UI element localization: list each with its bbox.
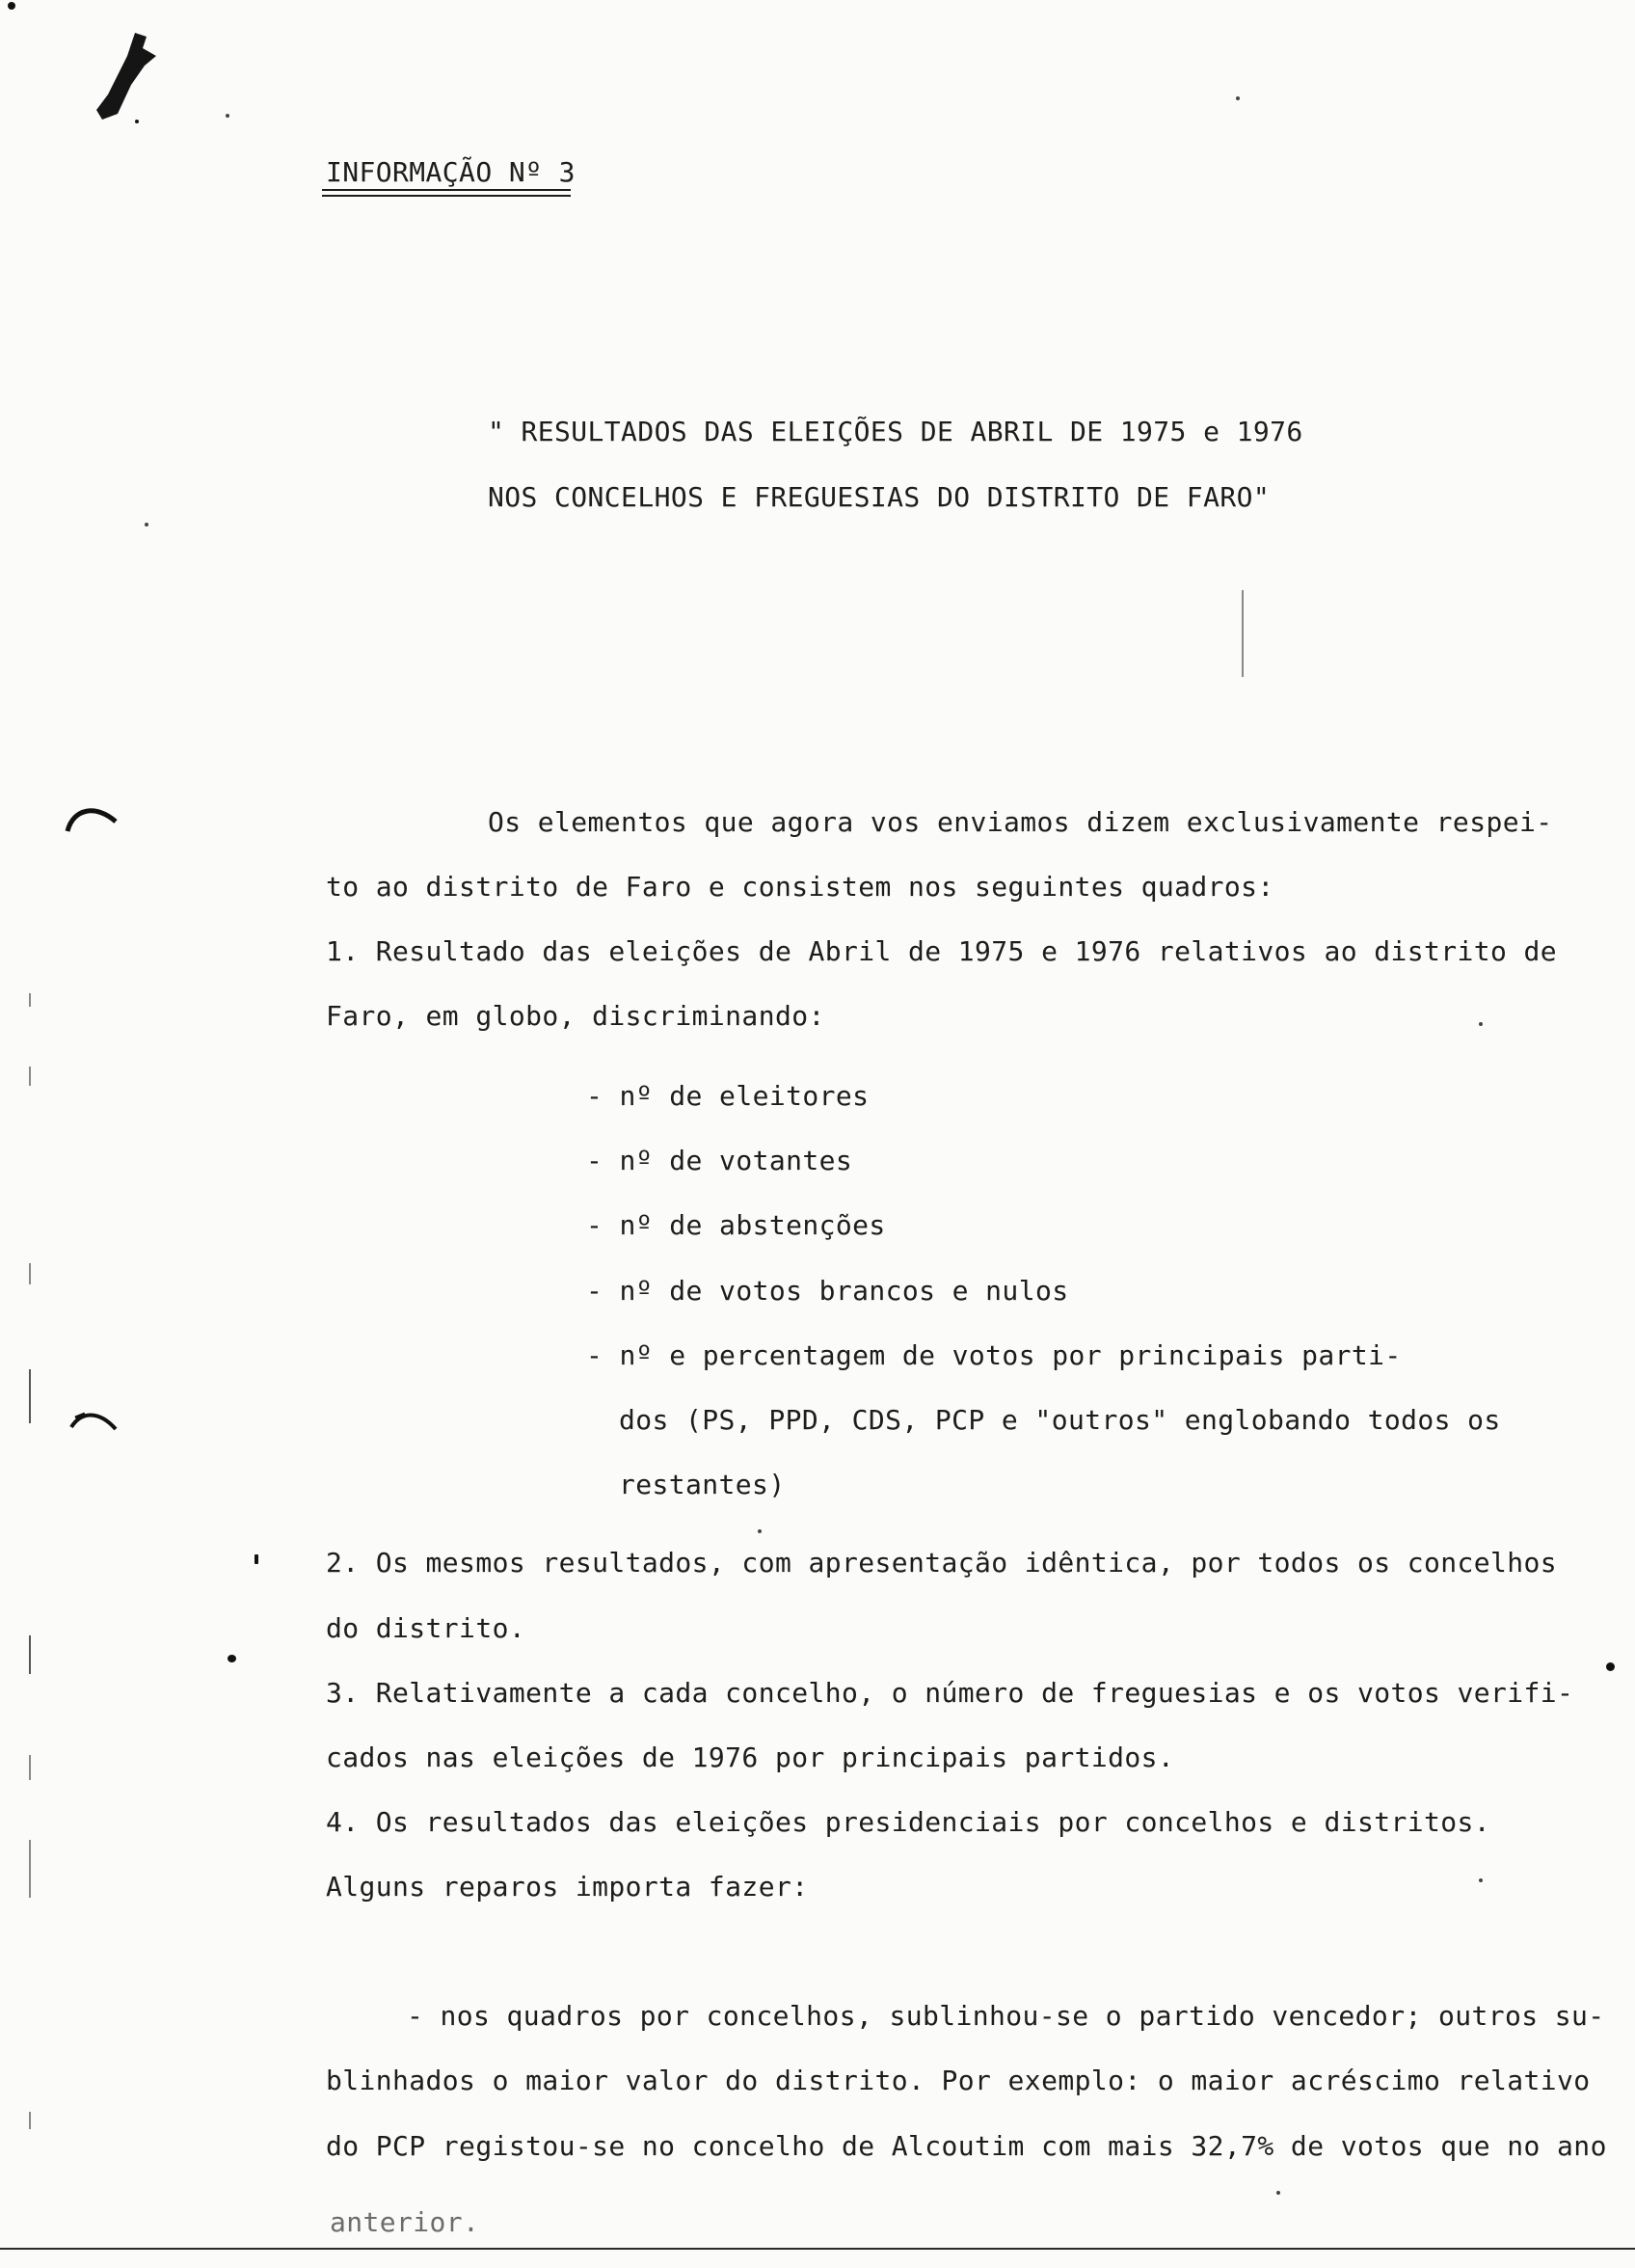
margin-tick [29, 1755, 31, 1780]
bullet-voters: - nº de votantes [586, 1145, 853, 1176]
speck [1606, 1662, 1615, 1671]
page-bottom-rule [0, 2248, 1635, 2250]
speck [1479, 1878, 1483, 1882]
speck [145, 523, 148, 526]
speck [1479, 1022, 1483, 1026]
margin-tick [29, 1635, 31, 1674]
bullet-party-votes-line-2: dos (PS, PPD, CDS, PCP e "outros" englobando todos os [619, 1404, 1501, 1436]
item-2-line-1: 2. Os mesmos resultados, com apresentação idêntica, por todos os concelhos [326, 1547, 1558, 1579]
item-1-line-2: Faro, em globo, discriminando: [326, 1000, 825, 1032]
remarks-intro: Alguns reparos importa fazer: [326, 1871, 809, 1903]
margin-mark [1242, 590, 1244, 677]
bracket-mark-icon [64, 802, 120, 835]
item-1-line-1: 1. Resultado das eleições de Abril de 1975 e 1976 relativos ao distrito de [326, 935, 1558, 967]
bracket-mark-icon-2 [67, 1404, 121, 1437]
margin-tick [29, 1840, 31, 1898]
bullet-blank-null: - nº de votos brancos e nulos [586, 1275, 1069, 1307]
bullet-abstentions: - nº de abstenções [586, 1209, 886, 1241]
title-line-2: NOS CONCELHOS E FREGUESIAS DO DISTRITO DE FARO" [488, 481, 1271, 513]
intro-line-1: Os elementos que agora vos enviamos dizem exclusivamente respei- [488, 806, 1553, 838]
ink-mark-icon [79, 27, 166, 123]
corner-dot [8, 2, 15, 10]
bullet-party-votes-line-3: restantes) [619, 1469, 786, 1500]
remark-line-1: - nos quadros por concelhos, sublinhou-se o partido vencedor; outros su- [407, 2000, 1605, 2032]
heading-underline-second [322, 195, 571, 197]
speck [1236, 96, 1240, 100]
speck [1276, 2191, 1280, 2195]
margin-tick [29, 1263, 31, 1284]
intro-line-2: to ao distrito de Faro e consistem nos seguintes quadros: [326, 871, 1274, 903]
speck [228, 1655, 236, 1662]
speck [758, 1529, 762, 1533]
item-4-line-1: 4. Os resultados das eleições presidenciais por concelhos e distritos. [326, 1806, 1491, 1838]
remark-line-4: anterior. [330, 2206, 480, 2238]
margin-tick [29, 993, 31, 1007]
bullet-party-votes-line-1: - nº e percentagem de votos por principais parti- [586, 1339, 1402, 1371]
speck [255, 1554, 258, 1564]
document-heading: INFORMAÇÃO Nº 3 [326, 156, 576, 188]
heading-underline [322, 189, 571, 191]
item-2-line-2: do distrito. [326, 1612, 526, 1644]
item-3-line-1: 3. Relativamente a cada concelho, o número de freguesias e os votos verifi- [326, 1677, 1574, 1709]
margin-tick [29, 1369, 31, 1423]
remark-line-3: do PCP registou-se no concelho de Alcoutim com mais 32,7% de votos que no ano [326, 2130, 1607, 2162]
bullet-electors: - nº de eleitores [586, 1080, 870, 1112]
margin-tick [29, 1066, 31, 1086]
remark-line-2: blinhados o maior valor do distrito. Por exemplo: o maior acréscimo relativo [326, 2065, 1591, 2096]
speck [226, 114, 229, 118]
item-3-line-2: cados nas eleições de 1976 por principais partidos. [326, 1742, 1175, 1773]
margin-tick [29, 2112, 31, 2129]
title-line-1: " RESULTADOS DAS ELEIÇÕES DE ABRIL DE 1975 e 1976 [488, 416, 1303, 447]
